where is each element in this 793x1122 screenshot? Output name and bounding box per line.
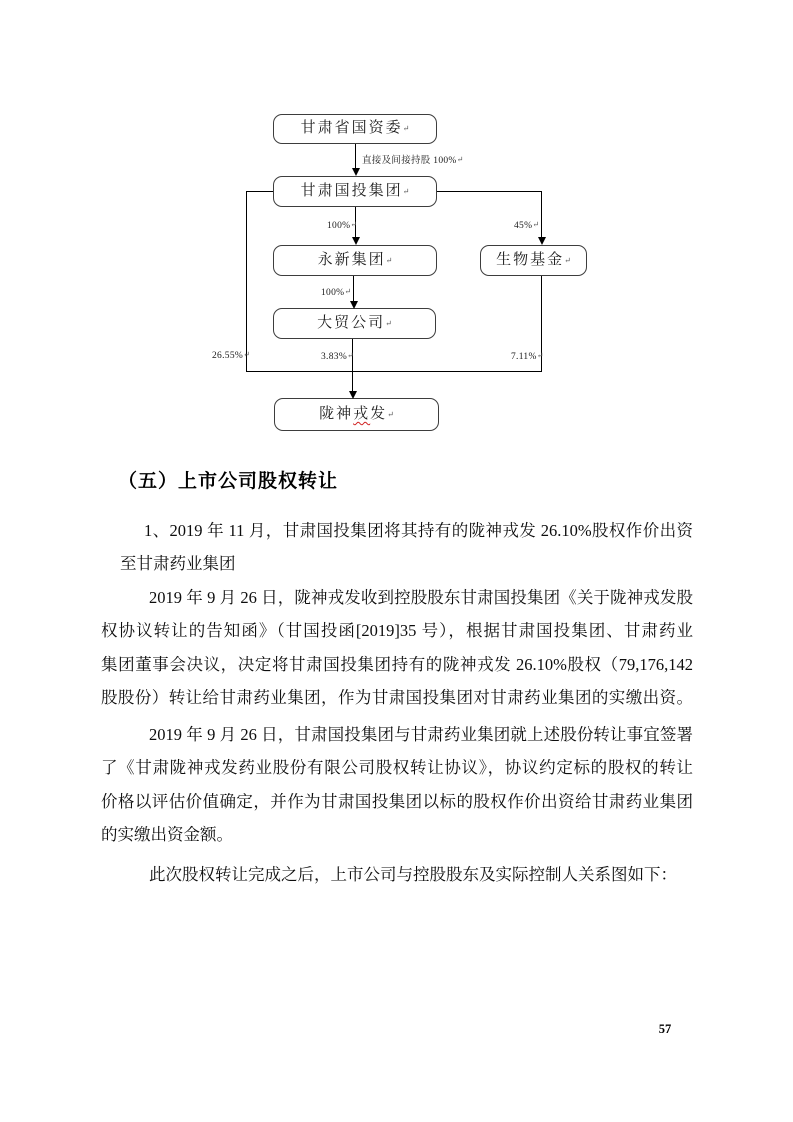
edge-label-text: 直接及间接持股 100% [362,156,457,166]
edge-label-383 [321,351,354,362]
return-mark: ↵ [532,220,540,229]
node-bio-fund [480,245,587,276]
edge-line [246,191,247,372]
return-mark: ↵ [536,351,544,360]
node-label-post: 发 [370,406,388,422]
paragraph-line: 1、2019 年 11 月，甘肃国投集团将其持有的陇神戎发 26.10%股权作价出资 [144,521,693,540]
node-label: 大贸公司 [317,315,386,331]
ownership-structure-chart [0,0,793,450]
edge-label-text: 3.83% [321,352,348,362]
paragraph-4 [101,858,693,891]
edge-label-direct-indirect [362,152,463,166]
edge-label-text: 100% [327,221,351,231]
return-mark: ↵ [456,155,464,164]
return-mark: ↵ [564,256,571,265]
paragraph-line: 此次股权转让完成之后，上市公司与控股股东及实际控制人关系图如下： [149,865,677,884]
arrowhead-down [352,237,360,245]
node-gansu-guotou-group [273,176,437,207]
paragraph-2 [101,581,693,715]
return-mark: ↵ [385,256,393,265]
arrowhead-down [349,391,357,399]
edge-label-text: 26.55% [212,351,244,361]
node-damao-company [273,308,436,339]
edge-label-100a [327,220,357,231]
paragraph-line: 价格以评估价值确定，并作为甘肃国投集团以标的股权作价出资给甘肃药业集团 [101,791,693,811]
paragraph-line: 权协议转让的告知函》（甘国投函[2019]35 号），根据甘肃国投集团、甘肃药业 [101,621,693,641]
edge-label-text: 7.11% [511,352,537,362]
return-mark: ↵ [344,287,352,296]
paragraph-line: 至甘肃药业集团 [120,554,236,574]
edge-label-100b [321,287,351,298]
node-gansu-sasac [273,114,437,144]
paragraph-line: 的实缴出资金额。 [101,825,233,845]
node-longshen-rongfa [274,398,439,431]
arrowhead-down [352,168,360,176]
edge-line [437,191,542,192]
node-yongxin-group [273,245,437,276]
return-mark: ↵ [402,124,410,133]
return-mark: ↵ [350,220,358,229]
merge-line [246,371,542,372]
page-number: 57 [658,1022,672,1036]
edge-line [355,144,356,169]
edge-label-text: 100% [321,288,345,298]
paragraph-line: 2019 年 9 月 26 日，陇神戎发收到控股股东甘肃国投集团《关于陇神戎发股 [149,588,693,607]
paragraph-line: 集团董事会决议，决定将甘肃国投集团持有的陇神戎发 26.10%股权（79,176,142 [101,654,693,674]
edge-label-2655 [212,350,250,361]
node-label-spellcheck: 戎 [353,406,371,422]
node-label: 生物基金 [496,252,565,268]
edge-label-45 [514,220,539,231]
node-label: 永新集团 [317,252,386,268]
edge-line [246,191,273,192]
edge-line [353,276,354,303]
return-mark: ↵ [243,350,250,359]
return-mark: ↵ [402,187,410,196]
paragraph-line: 了《甘肃陇神戎发药业股份有限公司股权转让协议》，协议约定标的股权的转让 [101,758,693,778]
node-label: 甘肃国投集团 [300,183,403,199]
return-mark: ↵ [387,410,394,419]
section-heading: （五）上市公司股权转让 [118,471,339,492]
paragraph-1 [101,514,693,581]
edge-line [352,339,353,393]
return-mark: ↵ [385,319,392,328]
paragraph-line: 2019 年 9 月 26 日，甘肃国投集团与甘肃药业集团就上述股份转让事宜签署 [149,725,693,744]
node-label: 甘肃省国资委 [300,120,403,136]
arrowhead-down [538,237,546,245]
paragraph-line: 股股份）转让给甘肃药业集团，作为甘肃国投集团对甘肃药业集团的实缴出资。 [101,688,693,708]
paragraph-3 [101,718,693,852]
return-mark: ↵ [347,351,354,360]
edge-line [541,191,542,238]
arrowhead-down [350,301,358,309]
edge-label-711 [511,351,543,362]
node-label-pre: 陇神 [319,406,354,422]
edge-label-text: 45% [514,221,533,231]
